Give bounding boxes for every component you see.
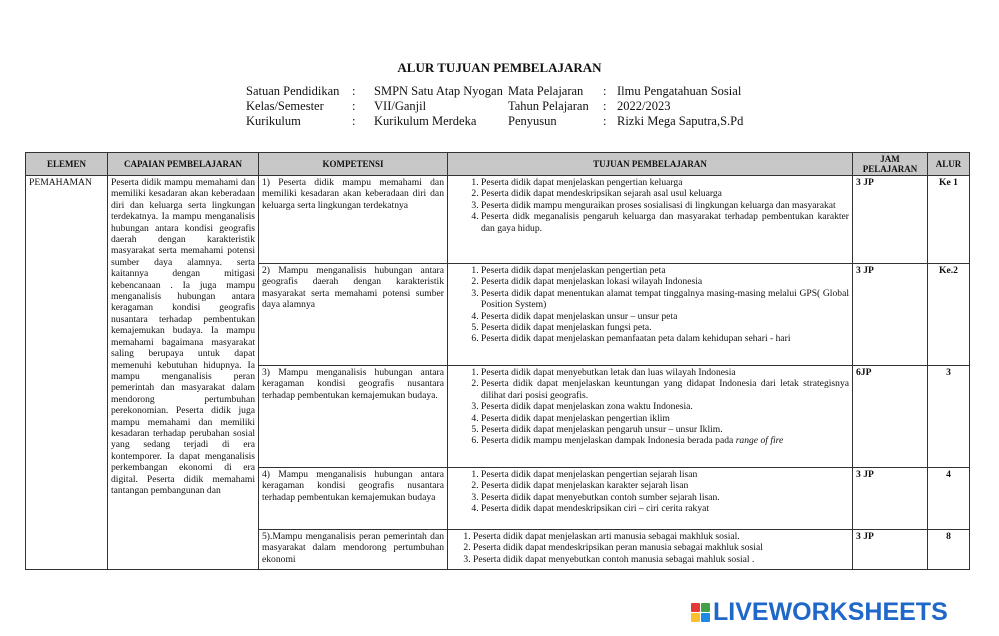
jam-cell: 6JP (853, 366, 928, 468)
jam-cell: 3 JP (853, 468, 928, 530)
tujuan-item-italic: range of fire (735, 435, 784, 447)
meta-separator: : (603, 114, 607, 128)
tujuan-cell (448, 366, 853, 468)
meta-value: Kurikulum Merdeka (374, 114, 477, 128)
tujuan-item (481, 378, 849, 401)
kompetensi-cell: 3) Mampu menganalisis hubungan antara keragaman kondisi geografis nusantara terhadap pembentukan kemajemukan budaya. (259, 366, 448, 468)
jam-cell: 3 JP (853, 176, 928, 264)
alur-cell: 4 (928, 468, 970, 530)
meta-value: VII/Ganjil (374, 99, 427, 113)
header-kompetensi: KOMPETENSI (259, 153, 448, 176)
page-title: ALUR TUJUAN PEMBELAJARAN (397, 60, 602, 75)
tujuan-item (481, 424, 849, 435)
header-alur: ALUR (928, 153, 970, 176)
meta-separator: : (352, 99, 356, 113)
tujuan-item (481, 322, 849, 333)
tujuan-item-text: Peserta didik dapat menyebutkan contoh manusia sebagai mahluk sosial . (473, 553, 755, 565)
logo-square-blue (701, 613, 710, 622)
tujuan-item-text: Peserta didik dapat menjelaskan arti manusia sebagai makhluk sosial. (473, 531, 740, 542)
document-meta (246, 84, 743, 129)
tujuan-item (481, 211, 849, 234)
meta-separator: : (603, 84, 607, 98)
tujuan-item (481, 503, 849, 514)
header-tujuan: TUJUAN PEMBELAJARAN (448, 153, 853, 176)
meta-value: SMPN Satu Atap Nyogan (374, 84, 503, 98)
meta-separator: : (352, 114, 356, 128)
jam-cell: 3 JP (853, 264, 928, 366)
header-capaian: CAPAIAN PEMBELAJARAN (108, 153, 259, 176)
learning-flow-table (25, 152, 970, 570)
capaian-text: Peserta didik mampu memahami dan memiliki kesadaran akan keberadaan diri dan keluarga serta lingkungan terdekatnya. Ia mampu menganalisis hubungan antara kondisi geografis daerah dengan karakteristik masyarakat serta memahami potensi sumber daya alamnya. serta kaitannya dengan mitigasi kebencanaan . Ia juga mampu menganalisis hubungan antara keragaman kondisi geografis nusantara terhadap pembentukan kemajemukan budaya. Ia mampu memahami bagaimana masyarakat saling berupaya untuk dapat memenuhi kebutuhan hidupnya. Ia mampu menganalisis peran pemerintah dan masyarakat dalam mendorong pertumbuhan perekonomian. Peserta didik juga mampu memahami dan memiliki kesadaran terhadap perubahan sosial yang sedang terjadi di era kontemporer. Ia dapat menganalisis perkembangan ekonomi di era digital. Peserta didik memahami tantangan pembangunan dan (111, 177, 255, 496)
meta-value: 2022/2023 (617, 99, 671, 113)
tujuan-item-text: Peserta didik mampu menguraikan proses sosialisasi di lingkungan keluarga dan masyarakat (481, 199, 836, 211)
alur-cell: 8 (928, 530, 970, 570)
logo-grid-icon (691, 603, 710, 622)
tujuan-list (451, 367, 849, 447)
tujuan-item (481, 492, 849, 503)
meta-label: Mata Pelajaran (508, 84, 584, 98)
tujuan-item (481, 276, 849, 287)
tujuan-item (481, 413, 849, 424)
logo-text: LIVEWORKSHEETS (713, 597, 948, 626)
tujuan-list (451, 531, 849, 565)
tujuan-item-text: Peserta didik dapat mendeskripsikan peran manusia sebagai makhluk sosial (473, 542, 763, 554)
tujuan-item (473, 554, 849, 565)
tujuan-item-text: Peserta didik dapat mendeskripsikan ciri – ciri cerita rakyat (481, 503, 710, 515)
kompetensi-cell: 1) Peserta didik mampu memahami dan memiliki kesadaran akan keberadaan diri dan keluarga serta lingkungan terdekatnya (259, 176, 448, 264)
tujuan-item-text: Peserta didik dapat menjelaskan lokasi wilayah Indonesia (481, 276, 703, 288)
tujuan-list (451, 177, 849, 234)
tujuan-list (451, 469, 849, 515)
tujuan-item (481, 311, 849, 322)
tujuan-cell (448, 530, 853, 570)
alur-cell: Ke 1 (928, 176, 970, 264)
tujuan-item (481, 480, 849, 491)
kompetensi-cell: 5).Mampu menganalisis peran pemerintah dan masyarakat dalam mendorong pertumbuhan ekonomi (259, 530, 448, 570)
tujuan-item-text: Peserta didik dapat menjelaskan unsur – unsur peta (481, 310, 678, 322)
tujuan-item (481, 435, 849, 446)
capaian-cell (108, 176, 259, 570)
meta-label: Kurikulum (246, 114, 301, 128)
tujuan-item-text: Peserta didik dapat menjelaskan pengertian sejarah lisan (481, 469, 698, 480)
tujuan-item-text: Peserta didik dapat menyebutkan contoh sumber sejarah lisan. (481, 491, 720, 503)
tujuan-item-text: Peserta didk meganalisis pengaruh keluarga dan masyarakat terhadap pembentukan karakter dan gaya hidup. (481, 211, 849, 234)
tujuan-item (481, 288, 849, 311)
logo-square-red (691, 603, 700, 612)
meta-separator: : (603, 99, 607, 113)
tujuan-item (473, 531, 849, 542)
tujuan-item-text: Peserta didik dapat mendeskripsikan sejarah asal usul keluarga (481, 188, 722, 200)
table-header-row (26, 153, 970, 176)
tujuan-item (481, 188, 849, 199)
logo-square-green (701, 603, 710, 612)
alur-cell: Ke.2 (928, 264, 970, 366)
meta-row (246, 114, 743, 129)
elemen-cell: PEMAHAMAN (26, 176, 108, 570)
tujuan-item-text: Peserta didik dapat menjelaskan pengertian iklim (481, 412, 670, 424)
meta-label: Tahun Pelajaran (508, 99, 589, 113)
meta-row (246, 99, 743, 114)
tujuan-cell (448, 176, 853, 264)
tujuan-item (481, 401, 849, 412)
tujuan-item-text: Peserta didik dapat menjelaskan pemanfaatan peta dalam kehidupan sehari - hari (481, 333, 791, 345)
tujuan-item-text: Peserta didik dapat menjelaskan keuntungan yang didapat Indonesia dari letak strategisnya dilihat dari posisi geografis. (481, 378, 849, 401)
tujuan-item (481, 367, 849, 378)
jam-cell: 3 JP (853, 530, 928, 570)
tujuan-list (451, 265, 849, 345)
tujuan-item-text: Peserta didik dapat menyebutkan letak dan luas wilayah Indonesia (481, 367, 736, 378)
kompetensi-cell: 4) Mampu menganalisis hubungan antara keragaman kondisi geografis nusantara terhadap pembentukan kemajemukan budaya (259, 468, 448, 530)
tujuan-item-text: Peserta didik dapat menjelaskan fungsi peta. (481, 322, 652, 334)
alur-cell: 3 (928, 366, 970, 468)
meta-label: Kelas/Semester (246, 99, 324, 113)
tujuan-cell (448, 264, 853, 366)
header-jam: JAM PELAJARAN (853, 153, 928, 176)
tujuan-item-text: Peserta didik mampu menjelaskan dampak Indonesia berada pada (481, 435, 734, 447)
tujuan-item-text: Peserta didik dapat menjelaskan pengaruh unsur – unsur Iklim. (481, 424, 723, 436)
tujuan-item-text: Peserta didik dapat menjelaskan pengertian keluarga (481, 177, 683, 188)
meta-value: Ilmu Pengatahuan Sosial (617, 84, 742, 98)
meta-label: Satuan Pendidikan (246, 84, 340, 98)
tujuan-item (481, 177, 849, 188)
tujuan-item (481, 200, 849, 211)
kompetensi-cell: 2) Mampu menganalisis hubungan antara geografis daerah dengan karakteristik masyarakat serta memahami potensi sumber daya alamnya (259, 264, 448, 366)
tujuan-item (481, 265, 849, 276)
meta-row (246, 84, 743, 99)
liveworksheets-logo (691, 598, 948, 626)
meta-label: Penyusun (508, 114, 557, 128)
tujuan-item-text: Peserta didik dapat menjelaskan pengertian peta (481, 265, 666, 276)
tujuan-item-text: Peserta didik dapat menentukan alamat tempat tinggalnya masing-masing melalui GPS( Global Position System) (481, 287, 849, 311)
tujuan-item-text: Peserta didik dapat menjelaskan zona waktu Indonesia. (481, 401, 693, 413)
tujuan-item (473, 542, 849, 553)
meta-separator: : (352, 84, 356, 98)
meta-value: Rizki Mega Saputra,S.Pd (617, 114, 744, 128)
tujuan-item-text: Peserta didik dapat menjelaskan karakter sejarah lisan (481, 480, 689, 492)
logo-square-yellow (691, 613, 700, 622)
tujuan-item (481, 333, 849, 344)
tujuan-cell (448, 468, 853, 530)
header-elemen: ELEMEN (26, 153, 108, 176)
table-row (26, 176, 970, 264)
tujuan-item (481, 469, 849, 480)
